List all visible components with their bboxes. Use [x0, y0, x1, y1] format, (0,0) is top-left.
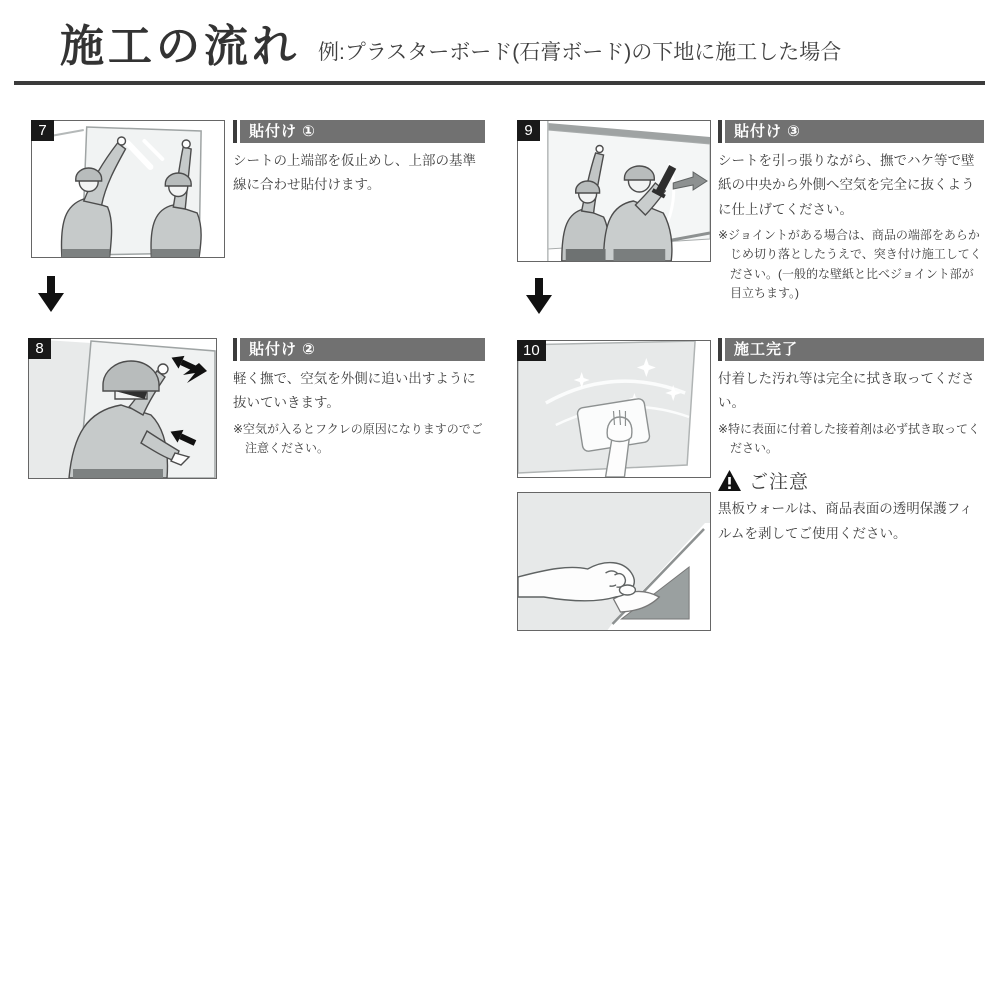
page-title: 施工の流れ: [60, 22, 300, 71]
step-7-body: シートの上端部を仮止めし、上部の基準線に合わせ貼付けます。: [233, 153, 476, 193]
step-8-note: ※空気が入るとフクレの原因になりますのでご注意ください。: [233, 421, 483, 456]
step-8-body: 軽く撫で、空気を外側に追い出すように抜いていきます。: [233, 371, 476, 411]
two-workers-finishing-with-squeegee-illustration: [518, 121, 710, 261]
caution-body: 黒板ウォールは、商品表面の透明保護フィルムを剥してご使用ください。: [718, 501, 973, 541]
step-8-illustration-panel: [28, 338, 217, 479]
step-7-heading: 貼付け ①: [240, 120, 485, 143]
step-9-illustration-panel: [517, 120, 711, 262]
step-8-heading-bar: [233, 338, 485, 361]
worker-smoothing-sheet-illustration: [29, 339, 216, 478]
page-subtitle: 例:プラスターボード(石膏ボード)の下地に施工した場合: [318, 41, 842, 64]
down-arrow-icon: [524, 278, 554, 316]
step-9-body: シートを引っ張りながら、撫でハケ等で壁紙の中央から外側へ空気を完全に抜くように仕上げてください。: [718, 153, 975, 217]
step-7-text: [233, 120, 485, 198]
step-9-heading: 貼付け ③: [725, 120, 984, 143]
down-arrow-icon: [36, 276, 66, 314]
step-10-note: ※特に表面に付着した接着剤は必ず拭き取ってください。: [718, 421, 981, 456]
hand-peeling-protective-film-illustration: [518, 493, 710, 630]
caution-section: [718, 467, 984, 546]
step-10-heading: 施工完了: [725, 338, 984, 361]
step-10-heading-bar: [718, 338, 984, 361]
step-number-badge: 7: [31, 120, 54, 141]
step-number-badge: 8: [28, 338, 51, 359]
caution-header: [718, 467, 984, 494]
hand-wiping-surface-illustration: [518, 341, 710, 477]
film-peel-illustration-panel: [517, 492, 711, 631]
step-7-illustration-panel: [31, 120, 225, 258]
two-workers-positioning-sheet-illustration: [32, 121, 224, 257]
heading-accent: [718, 338, 722, 361]
heading-accent: [718, 120, 722, 143]
title-divider: [14, 81, 985, 85]
step-10-body: 付着した汚れ等は完全に拭き取ってください。: [718, 371, 975, 411]
step-10-text: [718, 338, 984, 546]
caution-title: ご注意: [749, 472, 810, 494]
heading-accent: [233, 120, 237, 143]
step-8-text: [233, 338, 485, 458]
step-number-badge: 10: [517, 340, 546, 361]
heading-accent: [233, 338, 237, 361]
step-9-text: [718, 120, 984, 304]
step-9-heading-bar: [718, 120, 984, 143]
step-7-heading-bar: [233, 120, 485, 143]
step-9-note: ※ジョイントがある場合は、商品の端部をあらかじめ切り落としたうえで、突き付け施工してください。(一般的な壁紙と比べジョイント部が目立ちます。): [718, 227, 982, 301]
step-8-heading: 貼付け ②: [240, 338, 485, 361]
step-10-illustration-panel: [517, 340, 711, 478]
step-number-badge: 9: [517, 120, 540, 141]
warning-triangle-icon: [718, 470, 741, 491]
